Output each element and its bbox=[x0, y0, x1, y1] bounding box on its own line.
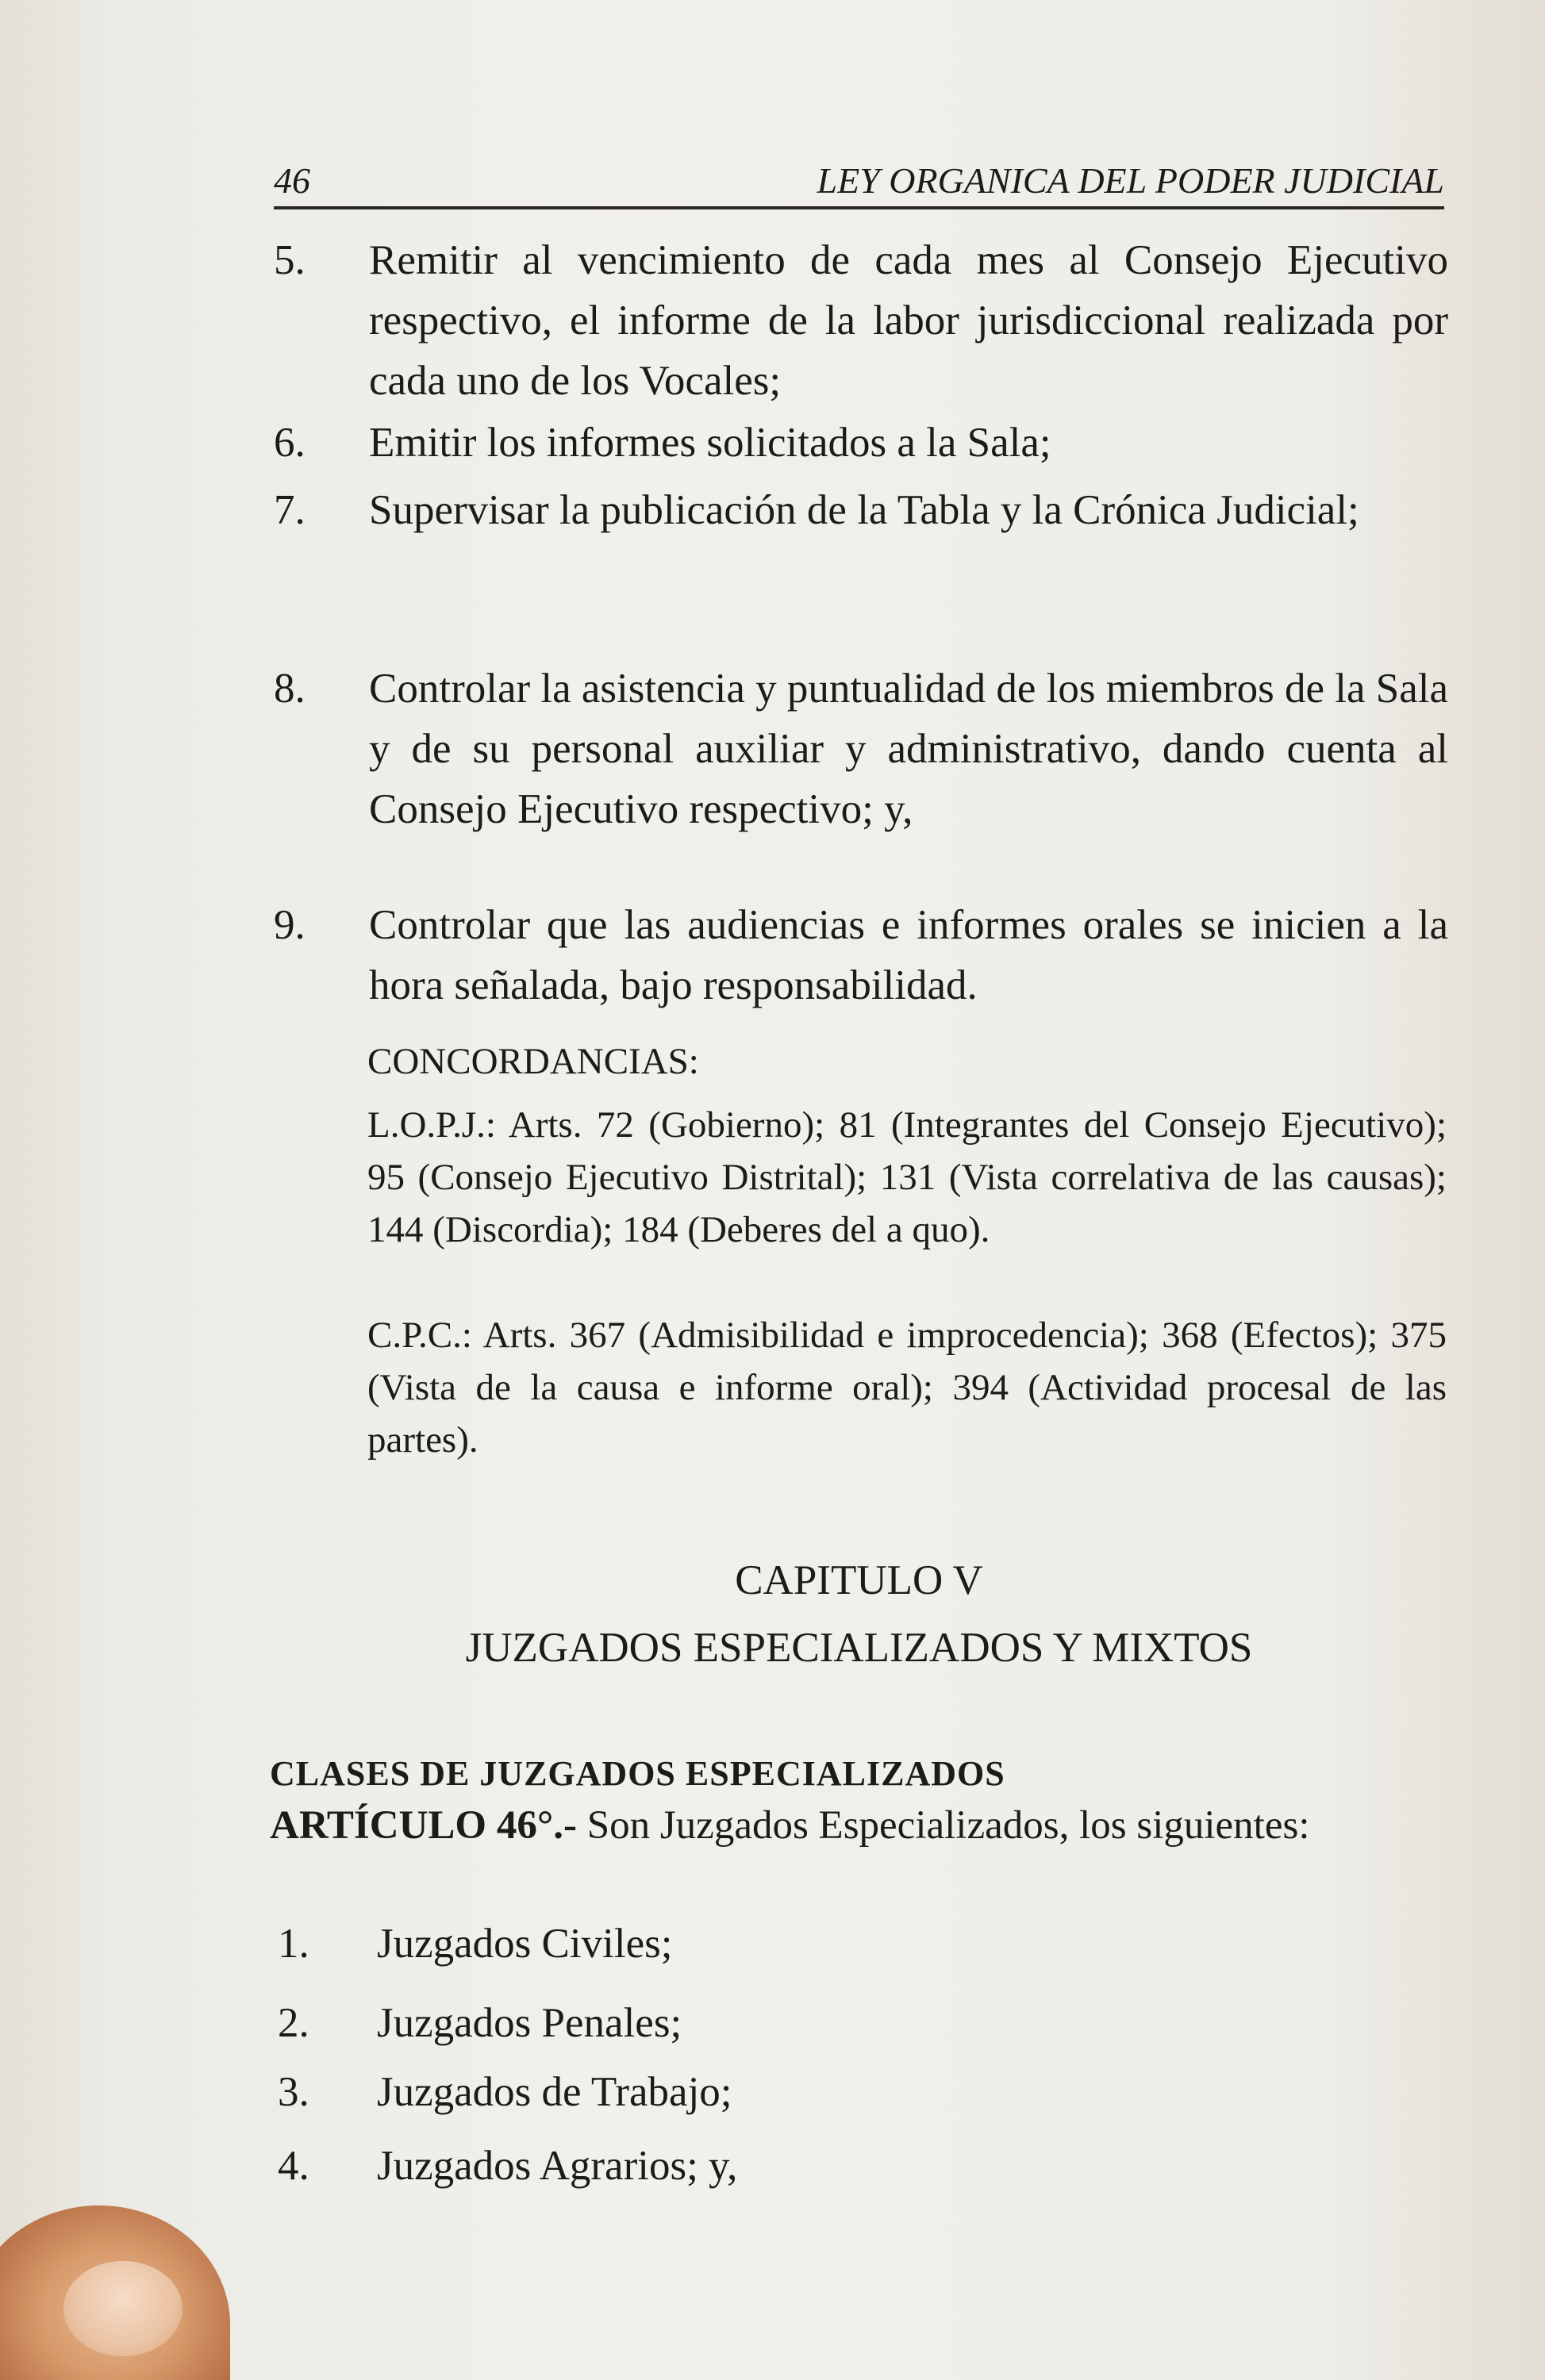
item-number: 4. bbox=[278, 2143, 309, 2189]
concordancias-lopj: L.O.P.J.: Arts. 72 (Gobierno); 81 (Integrantes del Consejo Ejecutivo); 95 (Consejo Ejecutivo Distrital); 131 (Vista correlativa de las causas); 144 (Discordia); 184 (Deberes del a quo). bbox=[367, 1104, 1447, 1250]
item-number: 5. bbox=[274, 237, 306, 283]
item-text: Juzgados de Trabajo; bbox=[377, 2069, 732, 2115]
article-subheading: CLASES DE JUZGADOS ESPECIALIZADOS bbox=[270, 1754, 1005, 1793]
page-number: 46 bbox=[274, 160, 310, 201]
item-number: 3. bbox=[278, 2069, 309, 2115]
item-number: 1. bbox=[278, 1921, 309, 1967]
item-number: 7. bbox=[274, 487, 306, 533]
chapter-number: CAPITULO V bbox=[735, 1557, 983, 1603]
item-number: 6. bbox=[274, 420, 306, 466]
item-text: Controlar que las audiencias e informes orales se inicien a la hora señalada, bajo responsabilidad. bbox=[369, 902, 1448, 1008]
finger-nail bbox=[63, 2261, 183, 2356]
item-text: Supervisar la publicación de la Tabla y la Crónica Judicial; bbox=[369, 487, 1359, 533]
article-text: Son Juzgados Especializados, los siguientes: bbox=[576, 1803, 1310, 1848]
item-number: 9. bbox=[274, 902, 306, 948]
running-title: LEY ORGANICA DEL PODER JUDICIAL bbox=[817, 160, 1444, 201]
concordancias-heading: CONCORDANCIAS: bbox=[367, 1041, 699, 1082]
item-number: 2. bbox=[278, 2000, 309, 2046]
item-number: 8. bbox=[274, 666, 306, 712]
article-label: ARTÍCULO 46°.- bbox=[270, 1803, 577, 1848]
article-paragraph bbox=[270, 1797, 1448, 1854]
item-text: Controlar la asistencia y puntualidad de los miembros de la Sala y de su personal auxiliar y administrativo, dando cuenta al Consejo Ejecutivo respectivo; y, bbox=[369, 666, 1448, 832]
item-text: Emitir los informes solicitados a la Sala; bbox=[369, 420, 1051, 466]
item-text: Juzgados Civiles; bbox=[377, 1921, 673, 1967]
concordancias-cpc: C.P.C.: Arts. 367 (Admisibilidad e improcedencia); 368 (Efectos); 375 (Vista de la causa e informe oral); 394 (Actividad procesal de las partes). bbox=[367, 1315, 1447, 1461]
chapter-title: JUZGADOS ESPECIALIZADOS Y MIXTOS bbox=[465, 1625, 1253, 1671]
item-text: Juzgados Agrarios; y, bbox=[377, 2143, 738, 2189]
running-header bbox=[274, 159, 1444, 209]
item-text: Remitir al vencimiento de cada mes al Consejo Ejecutivo respectivo, el informe de la labor jurisdiccional realizada por cada uno de los Vocales; bbox=[369, 237, 1448, 404]
item-text: Juzgados Penales; bbox=[377, 2000, 682, 2046]
